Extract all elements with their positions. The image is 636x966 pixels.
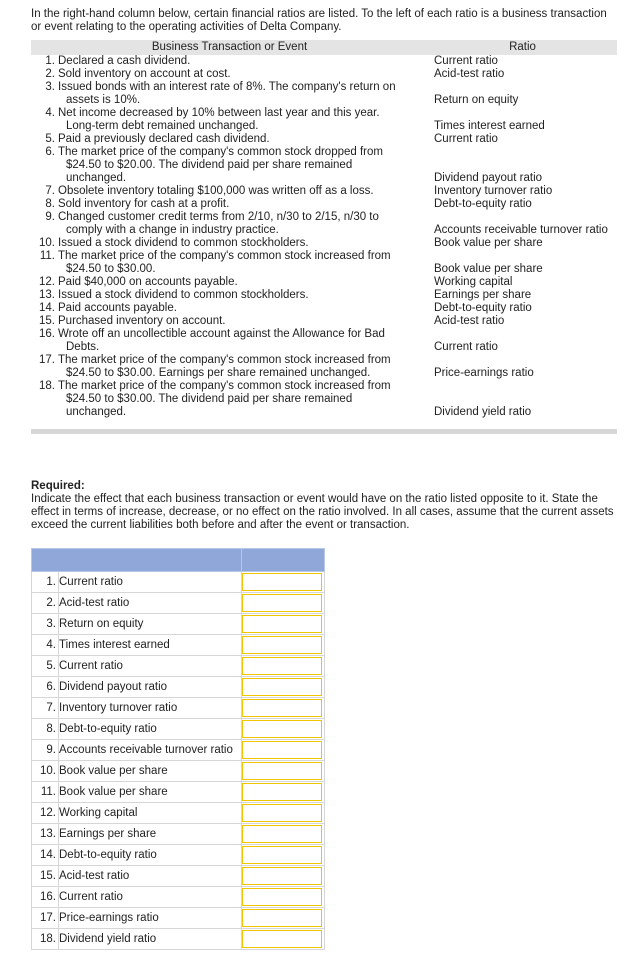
answer-ratio-label: Earnings per share [59, 824, 242, 845]
transaction-line: Wrote off an uncollectible account against the Allowance for Bad [58, 328, 385, 340]
answer-cell [242, 824, 325, 845]
transaction-ratio: Inventory turnover ratio [434, 185, 553, 197]
transaction-row [31, 198, 617, 211]
answer-ratio-label: Price-earnings ratio [59, 908, 242, 929]
transaction-number: 1. [45, 55, 55, 67]
answer-ratio-label: Inventory turnover ratio [59, 698, 242, 719]
answer-number: 11. [32, 782, 59, 803]
answer-cell [242, 572, 325, 593]
answer-row [32, 908, 325, 929]
transaction-text [58, 68, 428, 81]
answer-number: 16. [32, 887, 59, 908]
effect-input[interactable] [242, 657, 322, 675]
transaction-line: Issued bonds with an interest rate of 8%. The company's return on [58, 81, 396, 93]
answer-cell [242, 929, 325, 950]
transaction-text [58, 289, 428, 302]
transaction-line: The market price of the company's common stock increased from [58, 250, 391, 262]
answer-header-ratio [32, 549, 242, 572]
transaction-text [58, 81, 428, 107]
answer-row [32, 572, 325, 593]
transaction-line: Sold inventory for cash at a profit. [58, 198, 230, 210]
transaction-row [31, 276, 617, 289]
answer-cell [242, 887, 325, 908]
transaction-line: Purchased inventory on account. [58, 315, 226, 327]
transaction-row [31, 237, 617, 250]
transaction-text [58, 328, 428, 354]
answer-row [32, 929, 325, 950]
transaction-ratio: Accounts receivable turnover ratio [434, 224, 608, 236]
transaction-line: $24.50 to $30.00. [66, 263, 156, 275]
answer-cell [242, 908, 325, 929]
transaction-number: 3. [45, 81, 55, 93]
answer-number: 2. [32, 593, 59, 614]
required-label: Required: [31, 480, 85, 492]
transaction-number: 7. [45, 185, 55, 197]
answer-ratio-label: Dividend yield ratio [59, 929, 242, 950]
transaction-row [31, 250, 617, 276]
transaction-text [58, 276, 428, 289]
answer-number: 5. [32, 656, 59, 677]
answer-number: 14. [32, 845, 59, 866]
answer-ratio-label: Working capital [59, 803, 242, 824]
transaction-number: 14. [39, 302, 55, 314]
transaction-line: comply with a change in industry practice. [66, 224, 279, 236]
transaction-text [58, 302, 428, 315]
transaction-line: unchanged. [66, 406, 127, 418]
transaction-line: Net income decreased by 10% between last year and this year. [58, 107, 380, 119]
transaction-text [58, 133, 428, 146]
answer-cell [242, 866, 325, 887]
transaction-line: The market price of the company's common stock dropped from [58, 146, 383, 158]
transaction-number: 18. [39, 380, 55, 392]
transactions-table [31, 40, 617, 419]
transaction-ratio: Book value per share [434, 237, 543, 249]
transaction-number: 8. [45, 198, 55, 210]
transaction-ratio: Debt-to-equity ratio [434, 302, 532, 314]
effect-input[interactable] [242, 678, 322, 696]
answer-row [32, 761, 325, 782]
transaction-row [31, 107, 617, 133]
transaction-number: 13. [39, 289, 55, 301]
effect-input[interactable] [242, 720, 322, 738]
answer-ratio-label: Dividend payout ratio [59, 677, 242, 698]
transaction-row [31, 354, 617, 380]
transaction-text [58, 380, 428, 419]
table-bottom-bar [31, 429, 617, 434]
answer-number: 3. [32, 614, 59, 635]
transaction-number: 12. [39, 276, 55, 288]
transaction-row [31, 81, 617, 107]
answer-number: 1. [32, 572, 59, 593]
transaction-ratio: Debt-to-equity ratio [434, 198, 532, 210]
answer-cell [242, 740, 325, 761]
answer-cell [242, 698, 325, 719]
effect-input[interactable] [242, 762, 322, 780]
answer-number: 12. [32, 803, 59, 824]
transaction-ratio: Current ratio [434, 55, 498, 67]
transaction-number: 4. [45, 107, 55, 119]
answer-cell [242, 803, 325, 824]
transaction-ratio: Dividend yield ratio [434, 406, 532, 418]
transaction-line: The market price of the company's common stock increased from [58, 380, 391, 392]
answer-row [32, 803, 325, 824]
transaction-ratio: Working capital [434, 276, 513, 288]
transaction-line: unchanged. [66, 172, 127, 184]
transaction-number: 17. [39, 354, 55, 366]
answer-number: 7. [32, 698, 59, 719]
answer-cell [242, 845, 325, 866]
answer-ratio-label: Accounts receivable turnover ratio [59, 740, 242, 761]
effect-input[interactable] [242, 615, 322, 633]
answer-number: 6. [32, 677, 59, 698]
transaction-number: 16. [39, 328, 55, 340]
transaction-line: $24.50 to $30.00. The dividend paid per share remained [66, 393, 353, 405]
answer-ratio-label: Current ratio [59, 572, 242, 593]
transaction-ratio: Current ratio [434, 133, 498, 145]
event-column-header: Business Transaction or Event [31, 40, 428, 55]
answer-header-effect [242, 549, 325, 572]
transaction-ratio: Current ratio [434, 341, 498, 353]
transaction-number: 2. [45, 68, 55, 80]
effect-input[interactable] [242, 594, 322, 612]
answer-row [32, 656, 325, 677]
answer-cell [242, 761, 325, 782]
transaction-line: Issued a stock dividend to common stockholders. [58, 237, 309, 249]
answer-number: 15. [32, 866, 59, 887]
effect-input[interactable] [242, 804, 322, 822]
transaction-number: 15. [39, 315, 55, 327]
effect-input[interactable] [242, 867, 322, 885]
transaction-line: Sold inventory on account at cost. [58, 68, 231, 80]
transaction-number: 11. [39, 250, 55, 262]
transaction-text [58, 237, 428, 250]
transaction-text [58, 315, 428, 328]
transaction-row [31, 68, 617, 81]
effect-input[interactable] [242, 636, 322, 654]
effect-input[interactable] [242, 888, 322, 906]
transaction-row [31, 328, 617, 354]
transaction-ratio: Dividend payout ratio [434, 172, 543, 184]
transaction-ratio: Times interest earned [434, 120, 545, 132]
answer-ratio-label: Acid-test ratio [59, 593, 242, 614]
answer-ratio-label: Current ratio [59, 656, 242, 677]
answer-number: 9. [32, 740, 59, 761]
transaction-number: 6. [45, 146, 55, 158]
intro-text: In the right-hand column below, certain financial ratios are listed. To the left of each ratio is a business transaction or event relating to the operating activities of Delta Company. [31, 8, 607, 33]
answer-cell [242, 593, 325, 614]
answer-ratio-label: Debt-to-equity ratio [59, 845, 242, 866]
answer-cell [242, 614, 325, 635]
answer-table [31, 548, 325, 950]
transaction-text [58, 107, 428, 133]
answer-cell [242, 719, 325, 740]
answer-row [32, 782, 325, 803]
effect-input[interactable] [242, 699, 322, 717]
effect-input[interactable] [242, 846, 322, 864]
transaction-text [58, 198, 428, 211]
answer-number: 4. [32, 635, 59, 656]
effect-input[interactable] [242, 741, 322, 759]
transaction-line: Paid $40,000 on accounts payable. [58, 276, 238, 288]
transaction-text [58, 211, 428, 237]
transaction-line: Debts. [66, 341, 100, 353]
answer-row [32, 845, 325, 866]
transaction-line: $24.50 to $20.00. The dividend paid per share remained [66, 159, 353, 171]
transaction-row [31, 289, 617, 302]
transaction-line: Declared a cash dividend. [58, 55, 191, 67]
answer-number: 8. [32, 719, 59, 740]
answer-ratio-label: Debt-to-equity ratio [59, 719, 242, 740]
transaction-text [58, 185, 428, 198]
answer-row [32, 719, 325, 740]
answer-ratio-label: Book value per share [59, 782, 242, 803]
transaction-row [31, 302, 617, 315]
answer-row [32, 677, 325, 698]
answer-cell [242, 635, 325, 656]
answer-row [32, 635, 325, 656]
effect-input[interactable] [242, 930, 322, 948]
answer-row [32, 740, 325, 761]
effect-input[interactable] [242, 783, 322, 801]
required-text: Indicate the effect that each business transaction or event would have on the ratio listed opposite to it. State the effect in terms of increase, decrease, or no effect on the ratio involved. In all cases, assume that the current assets exceed the current liabilities both before and after the event or transaction. [31, 493, 614, 531]
answer-row [32, 824, 325, 845]
transaction-ratio: Book value per share [434, 263, 543, 275]
transaction-row [31, 380, 617, 419]
answer-ratio-label: Book value per share [59, 761, 242, 782]
transaction-line: Obsolete inventory totaling $100,000 was written off as a loss. [58, 185, 374, 197]
answer-ratio-label: Times interest earned [59, 635, 242, 656]
effect-input[interactable] [242, 909, 322, 927]
answer-ratio-label: Acid-test ratio [59, 866, 242, 887]
transaction-line: Long-term debt remained unchanged. [66, 120, 259, 132]
answer-row [32, 866, 325, 887]
transaction-ratio: Acid-test ratio [434, 68, 505, 80]
transaction-ratio: Return on equity [434, 94, 519, 106]
transaction-text [58, 354, 428, 380]
effect-input[interactable] [242, 573, 322, 591]
transaction-line: $24.50 to $30.00. Earnings per share remained unchanged. [66, 367, 371, 379]
transaction-ratio: Acid-test ratio [434, 315, 505, 327]
transaction-row [31, 211, 617, 237]
answer-row [32, 887, 325, 908]
transaction-text [58, 250, 428, 276]
transaction-row [31, 185, 617, 198]
required-section [31, 480, 616, 532]
transaction-row [31, 133, 617, 146]
answer-row [32, 593, 325, 614]
transaction-text [58, 146, 428, 185]
transaction-line: The market price of the company's common stock increased from [58, 354, 391, 366]
transaction-line: assets is 10%. [66, 94, 141, 106]
transaction-ratio: Earnings per share [434, 289, 532, 301]
transaction-line: Changed customer credit terms from 2/10, n/30 to 2/15, n/30 to [58, 211, 379, 223]
transaction-ratio: Price-earnings ratio [434, 367, 534, 379]
transaction-row [31, 146, 617, 185]
transaction-line: Issued a stock dividend to common stockholders. [58, 289, 309, 301]
effect-input[interactable] [242, 825, 322, 843]
answer-ratio-label: Return on equity [59, 614, 242, 635]
answer-number: 13. [32, 824, 59, 845]
transaction-row [31, 55, 617, 68]
transaction-number: 5. [45, 133, 55, 145]
answer-ratio-label: Current ratio [59, 887, 242, 908]
answer-row [32, 698, 325, 719]
answer-cell [242, 782, 325, 803]
transaction-line: Paid accounts payable. [58, 302, 177, 314]
transaction-line: Paid a previously declared cash dividend. [58, 133, 270, 145]
answer-cell [242, 677, 325, 698]
transaction-text [58, 55, 428, 68]
transaction-number: 9. [45, 211, 55, 223]
answer-cell [242, 656, 325, 677]
answer-number: 17. [32, 908, 59, 929]
answer-number: 18. [32, 929, 59, 950]
ratio-column-header: Ratio [428, 40, 617, 55]
answer-row [32, 614, 325, 635]
answer-number: 10. [32, 761, 59, 782]
transaction-row [31, 315, 617, 328]
transaction-number: 10. [39, 237, 55, 249]
